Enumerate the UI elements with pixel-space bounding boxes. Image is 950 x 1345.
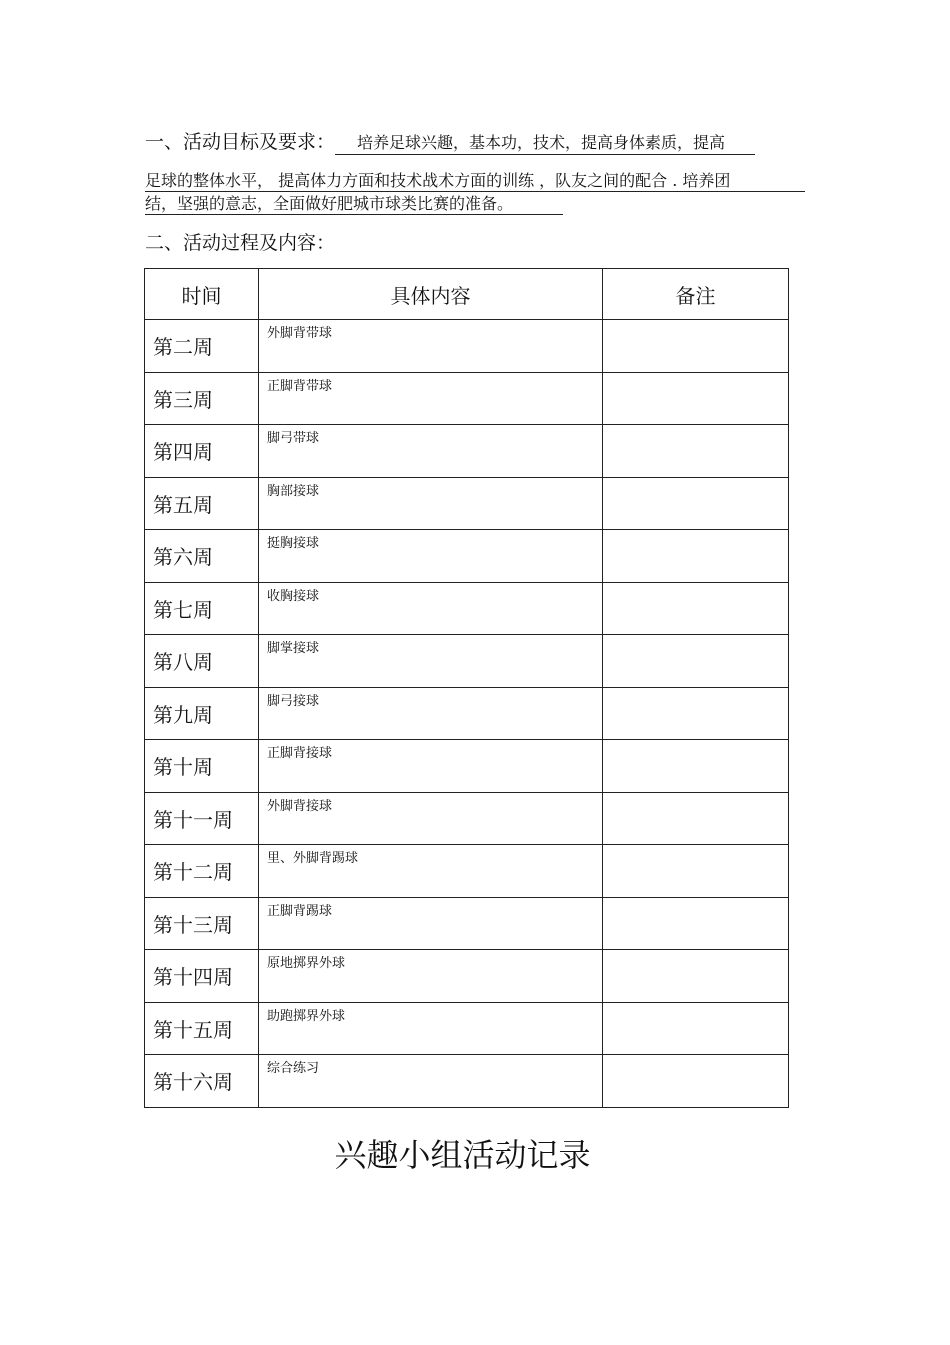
week-cell: 第十六周 (145, 1055, 259, 1108)
content-cell: 外脚背接球 (259, 792, 603, 845)
note-cell (603, 320, 789, 373)
content-cell: 正脚背踢球 (259, 897, 603, 950)
table-row (145, 740, 789, 793)
content-cell: 脚掌接球 (259, 635, 603, 688)
goals-text-line-2: 足球的整体水平， 提高体力方面和技术战术方面的训练 ，队友之间的配合 . 培养团 (145, 170, 805, 192)
table-row (145, 897, 789, 950)
content-cell: 正脚背带球 (259, 372, 603, 425)
week-cell: 第四周 (145, 425, 259, 478)
table-row (145, 582, 789, 635)
table-row (145, 1055, 789, 1108)
content-cell: 脚弓带球 (259, 425, 603, 478)
table-row (145, 320, 789, 373)
week-cell: 第十二周 (145, 845, 259, 898)
goals-heading: 一、活动目标及要求： (145, 131, 336, 153)
week-cell: 第二周 (145, 320, 259, 373)
content-cell: 助跑掷界外球 (259, 1002, 603, 1055)
table-row (145, 792, 789, 845)
goals-heading-line (145, 130, 755, 155)
table-header-row (145, 269, 789, 320)
table-row (145, 845, 789, 898)
note-cell (603, 740, 789, 793)
header-time: 时间 (145, 269, 259, 320)
table-row (145, 687, 789, 740)
week-cell: 第十周 (145, 740, 259, 793)
table-row (145, 635, 789, 688)
week-cell: 第六周 (145, 530, 259, 583)
week-cell: 第十五周 (145, 1002, 259, 1055)
content-cell: 挺胸接球 (259, 530, 603, 583)
week-cell: 第三周 (145, 372, 259, 425)
content-cell: 里、外脚背踢球 (259, 845, 603, 898)
note-cell (603, 1055, 789, 1108)
goals-text-line-3: 结，坚强的意志，全面做好肥城市球类比赛的准备。 (145, 193, 563, 215)
week-cell: 第九周 (145, 687, 259, 740)
note-cell (603, 687, 789, 740)
content-cell: 收胸接球 (259, 582, 603, 635)
table-row (145, 425, 789, 478)
table-row (145, 1002, 789, 1055)
note-cell (603, 897, 789, 950)
content-cell: 胸部接球 (259, 477, 603, 530)
week-cell: 第十三周 (145, 897, 259, 950)
document-title: 兴趣小组活动记录 (334, 1136, 591, 1174)
note-cell (603, 582, 789, 635)
week-cell: 第十一周 (145, 792, 259, 845)
note-cell (603, 792, 789, 845)
week-cell: 第十四周 (145, 950, 259, 1003)
note-cell (603, 950, 789, 1003)
note-cell (603, 477, 789, 530)
header-note: 备注 (603, 269, 789, 320)
content-cell: 脚弓接球 (259, 687, 603, 740)
note-cell (603, 1002, 789, 1055)
content-cell: 正脚背接球 (259, 740, 603, 793)
table-row (145, 477, 789, 530)
goals-text-line-1: 培养足球兴趣，基本功，技术，提高身体素质，提高 (335, 132, 755, 155)
note-cell (603, 845, 789, 898)
content-cell: 原地掷界外球 (259, 950, 603, 1003)
week-cell: 第七周 (145, 582, 259, 635)
content-cell: 综合练习 (259, 1055, 603, 1108)
note-cell (603, 530, 789, 583)
activity-schedule-table (144, 268, 789, 1108)
process-heading: 二、活动过程及内容： (145, 232, 336, 254)
header-content: 具体内容 (259, 269, 603, 320)
week-cell: 第五周 (145, 477, 259, 530)
table-row (145, 950, 789, 1003)
content-cell: 外脚背带球 (259, 320, 603, 373)
table-row (145, 372, 789, 425)
week-cell: 第八周 (145, 635, 259, 688)
table-row (145, 530, 789, 583)
note-cell (603, 372, 789, 425)
note-cell (603, 425, 789, 478)
note-cell (603, 635, 789, 688)
